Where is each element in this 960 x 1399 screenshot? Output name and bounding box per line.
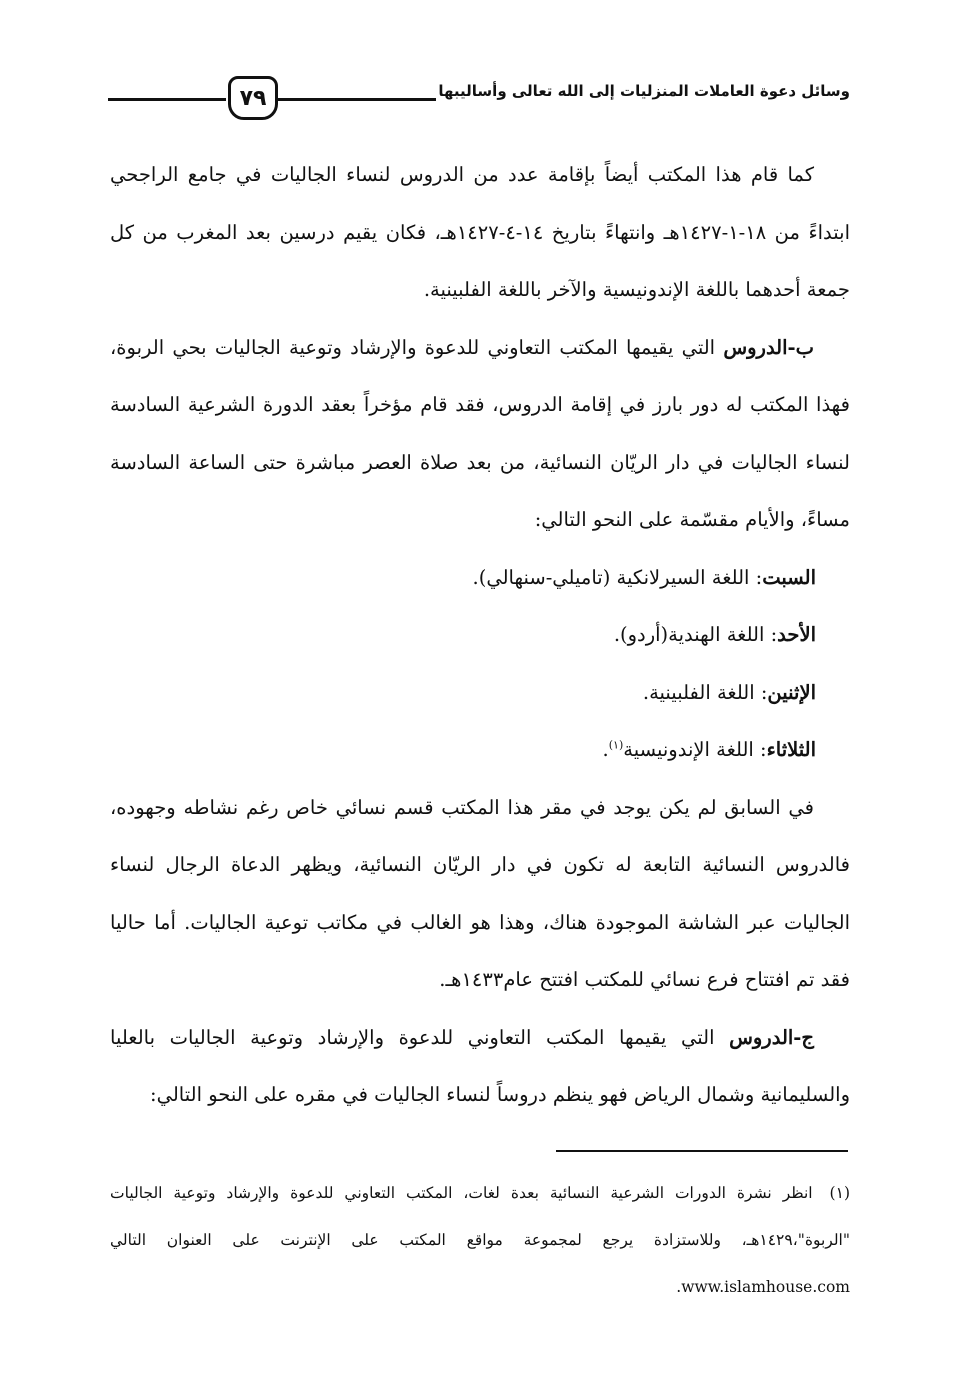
day-label: الأحد xyxy=(777,623,816,646)
paragraph-olaya-text: التي يقيمها المكتب التعاوني للدعوة والإرشاد وتوعية الجاليات بالعليا والسليمانية وشمال الرياض فهو ينظم دروساً لنساء الجاليات في مقره على النحو التالي: xyxy=(110,1025,850,1106)
footnote-number: (١) xyxy=(829,1184,850,1202)
page-header xyxy=(108,70,850,130)
day-label: الثلاثاء xyxy=(766,738,816,761)
paragraph-rabwa-text: التي يقيمها المكتب التعاوني للدعوة والإرشاد وتوعية الجاليات بحي الربوة، فهذا المكتب له دور بارز في إقامة الدروس، فقد قام مؤخراً بعقد الدورة الشرعية السادسة لنساء الجاليات في دار الريّان النسائية، من بعد صلاة العصر مباشرة حتى الساعة السادسة مساءً، والأيام مقسّمة على النحو التالي: xyxy=(110,335,850,531)
section-lead-b: ب-الدروس xyxy=(723,335,814,359)
schedule-item-monday xyxy=(110,664,850,722)
language-label: : اللغة السيرلانكية (تاميلي-سنهالي). xyxy=(472,565,763,589)
section-lead-c: ج-الدروس xyxy=(729,1025,814,1049)
schedule-item-saturday xyxy=(110,549,850,607)
header-rule-left xyxy=(108,98,226,101)
running-title: وسائل دعوة العاملات المنزليات إلى الله تعالى وأساليبها xyxy=(438,82,850,100)
language-label-end: . xyxy=(602,738,609,761)
header-rule-right xyxy=(276,98,436,101)
day-label: الإثنين xyxy=(767,680,816,704)
paragraph-rabwa-office xyxy=(110,319,850,549)
footnote-url[interactable]: www.islamhouse.com xyxy=(681,1278,850,1296)
footnote-ref: (١) xyxy=(608,738,624,752)
language-label: : اللغة الإندونيسية xyxy=(623,738,767,761)
page-number: ٧٩ xyxy=(228,76,278,120)
paragraph-women-section: في السابق لم يكن يوجد في مقر هذا المكتب قسم نسائي خاص رغم نشاطه وجهوده، فالدروس النسائية التابعة له تكون في دار الريّان النسائية، ويظهر الدعاة الرجال لنساء الجاليات عبر الشاشة الموجودة هناك، وهذا هو الغالب في مكاتب توعية الجاليات. أما حاليا فقد تم افتتاح فرع نسائي للمكتب افتتح عام١٤٣٣هـ. xyxy=(110,795,850,991)
paragraph-olaya-office xyxy=(110,1009,850,1124)
footnote-1 xyxy=(110,1170,850,1311)
footnote-separator xyxy=(556,1150,848,1152)
language-label: : اللغة الفلبينية. xyxy=(642,680,768,704)
body-text xyxy=(110,146,850,1124)
schedule-item-tuesday xyxy=(110,721,850,779)
footnote-text: انظر نشرة الدورات الشرعية النسائية بعدة لغات، المكتب التعاوني للدعوة والإرشاد وتوعية الجاليات "الربوة"،١٤٢٩هـ، وللاستزادة يرجع لمجموعة مواقع المكتب على الإنترنت على العنوان التالي xyxy=(110,1184,850,1249)
footnotes xyxy=(110,1170,850,1311)
footnote-end: . xyxy=(676,1278,682,1296)
language-label: : اللغة الهندية(أردو). xyxy=(613,623,778,646)
schedule-item-sunday xyxy=(110,606,850,664)
paragraph-rajhi-lessons: كما قام هذا المكتب أيضاً بإقامة عدد من الدروس لنساء الجاليات في جامع الراجحي ابتداءً من ١٨-١-١٤٢٧هـ وانتهاءً بتاريخ ١٤-٤-١٤٢٧هـ، فكان يقيم درسين بعد المغرب من كل جمعة أحدهما باللغة الإندونيسية والآخر باللغة الفلبينية. xyxy=(110,163,850,301)
day-label: السبت xyxy=(762,565,816,589)
